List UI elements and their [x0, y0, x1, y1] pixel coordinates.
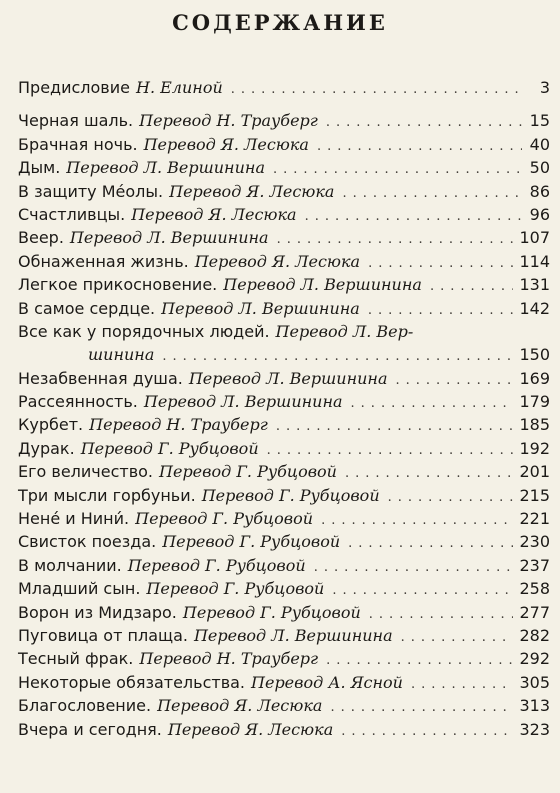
page-title: СОДЕРЖАНИЕ — [172, 10, 388, 35]
toc-entry — [18, 109, 550, 132]
entry-title: Обнаженная жизнь. — [18, 251, 189, 271]
toc-entry — [18, 297, 550, 320]
entry-translator-cont: шинина — [88, 345, 155, 365]
entry-title: Незабвенная душа. — [18, 368, 183, 388]
leader-dots — [401, 626, 514, 649]
entry-title: Тесный фрак. — [18, 649, 134, 669]
entry-title: Его величество. — [18, 462, 154, 482]
entry-translator: Перевод Я. Лесюка — [169, 181, 335, 201]
entry-translator: Перевод Л. Вершинина — [193, 625, 393, 645]
entry-translator: Перевод Я. Лесюка — [143, 134, 309, 154]
toc-entry — [18, 273, 550, 296]
entry-page: 292 — [519, 649, 550, 669]
entry-page: 237 — [519, 555, 550, 575]
entry-page: 282 — [519, 625, 550, 645]
toc-entry — [18, 577, 550, 600]
entry-page: 107 — [519, 228, 550, 248]
leader-dots — [330, 696, 513, 719]
leader-dots — [314, 556, 514, 579]
leader-dots — [332, 579, 513, 602]
leader-dots — [277, 228, 514, 251]
leader-dots — [162, 345, 513, 368]
entry-translator: Перевод Г. Рубцовой — [182, 602, 361, 622]
toc-entry — [18, 694, 550, 717]
toc-entry — [18, 156, 550, 179]
leader-dots — [348, 532, 513, 555]
entry-translator: Перевод Л. Вершинина — [223, 275, 422, 295]
leader-dots — [345, 462, 514, 485]
entry-page: 230 — [519, 532, 550, 552]
entry-title: В защиту Мéолы. — [18, 181, 164, 201]
entry-page: 142 — [519, 298, 550, 318]
entry-translator: Перевод Г. Рубцовой — [201, 485, 380, 505]
entry-title: Дурак. — [18, 438, 75, 458]
entry-page: 3 — [539, 78, 550, 97]
entry-page: 86 — [529, 181, 550, 201]
toc-entry — [18, 601, 550, 624]
leader-dots — [388, 486, 514, 509]
entry-page: 323 — [519, 719, 550, 739]
entry-title: Курбет. — [18, 415, 84, 435]
entry-title: Свисток поезда. — [18, 532, 157, 552]
entry-translator: Перевод Л. Вершинина — [66, 158, 265, 178]
entry-translator: Перевод Л. Вершинина — [69, 228, 269, 248]
entry-title: В самое сердце. — [18, 298, 156, 318]
toc-entry — [18, 671, 550, 694]
leader-dots — [351, 392, 514, 415]
entry-page: 277 — [519, 602, 550, 622]
entry-title: Все как у порядочных людей. — [18, 321, 270, 341]
toc-entry — [18, 437, 550, 460]
entry-title: Рассеянность. — [18, 392, 138, 412]
leader-dots — [411, 673, 513, 696]
leader-dots — [341, 720, 513, 743]
toc-entry — [18, 320, 550, 343]
toc-entry — [18, 413, 550, 436]
entry-title: Благословение. — [18, 696, 152, 716]
toc-entry — [18, 718, 550, 741]
leader-dots — [321, 509, 513, 532]
leader-dots — [396, 369, 514, 392]
entry-page: 96 — [529, 204, 550, 224]
entry-title: Дым. — [18, 158, 61, 178]
entry-translator: Перевод Я. Лесюка — [131, 204, 297, 224]
entry-translator: Перевод Г. Рубцовой — [162, 532, 341, 552]
entry-translator: Перевод Н. Трауберг — [139, 649, 319, 669]
entry-translator: Перевод Л. Вершинина — [161, 298, 360, 318]
entry-translator: Перевод Я. Лесюка — [167, 719, 334, 739]
entry-title: Счастливцы. — [18, 204, 126, 224]
toc-entry — [18, 133, 550, 156]
leader-dots — [326, 649, 513, 672]
entry-page: 131 — [519, 275, 550, 295]
entry-page: 40 — [529, 134, 550, 154]
toc-entry — [18, 647, 550, 670]
entry-page: 192 — [519, 438, 550, 458]
entry-title: Веер. — [18, 228, 64, 248]
table-of-contents — [18, 76, 550, 741]
toc-entry — [18, 367, 550, 390]
entry-page: 15 — [529, 111, 550, 131]
leader-dots — [326, 111, 522, 134]
toc-entry — [18, 484, 550, 507]
entry-title: Легкое прикосновение. — [18, 275, 218, 295]
entry-page: 305 — [519, 672, 550, 692]
entry-translator: Перевод Г. Рубцовой — [135, 509, 314, 529]
entry-page: 50 — [529, 158, 550, 178]
entry-title: Пуговица от плаща. — [18, 625, 188, 645]
entry-translator: Перевод Г. Рубцовой — [80, 438, 259, 458]
entry-page: 221 — [519, 509, 550, 529]
entry-translator: Перевод А. Ясной — [251, 672, 403, 692]
entry-page: 114 — [519, 251, 550, 271]
entry-title: Предисловие — [18, 78, 130, 97]
entry-translator: Перевод Г. Рубцовой — [159, 462, 337, 482]
toc-entry — [18, 203, 550, 226]
entry-title: Нене́ и Нини́. — [18, 509, 130, 529]
entry-translator: Н. Елиной — [135, 78, 223, 97]
entry-page: 185 — [519, 415, 550, 435]
entry-translator: Перевод Л. Вершинина — [143, 392, 343, 412]
leader-dots — [276, 415, 514, 438]
toc-entry — [18, 76, 550, 99]
toc-entry — [18, 460, 550, 483]
entry-title: Младший сын. — [18, 579, 141, 599]
toc-entry — [18, 250, 550, 273]
entry-page: 179 — [519, 392, 550, 412]
entry-title: Брачная ночь. — [18, 134, 138, 154]
toc-entry — [18, 507, 550, 530]
entry-title: Черная шаль. — [18, 111, 134, 131]
entry-translator: Перевод Г. Рубцовой — [127, 555, 306, 575]
leader-dots — [267, 439, 514, 462]
entry-translator: Перевод Н. Трауберг — [139, 111, 318, 131]
leader-dots — [273, 158, 522, 181]
entry-page: 258 — [519, 579, 550, 599]
leader-dots — [430, 275, 514, 298]
toc-entry — [18, 180, 550, 203]
toc-entry-continuation — [18, 343, 550, 366]
entry-translator: Перевод Л. Вер- — [275, 321, 414, 341]
toc-entry — [18, 554, 550, 577]
entry-translator: Перевод Я. Лесюка — [157, 696, 323, 716]
leader-dots — [317, 135, 522, 158]
entry-title: Вчера и сегодня. — [18, 719, 162, 739]
toc-entry — [18, 624, 550, 647]
entry-title: Три мысли горбуньи. — [18, 485, 196, 505]
entry-translator: Перевод Н. Трауберг — [89, 415, 268, 435]
leader-dots — [342, 182, 522, 205]
entry-translator: Перевод Г. Рубцовой — [146, 579, 325, 599]
entry-translator: Перевод Л. Вершинина — [188, 368, 388, 388]
entry-title: Ворон из Мидзаро. — [18, 602, 177, 622]
entry-translator: Перевод Я. Лесюка — [194, 251, 361, 271]
leader-dots — [369, 603, 514, 626]
entry-title: Некоторые обязательства. — [18, 672, 246, 692]
entry-title: В молчании. — [18, 555, 122, 575]
leader-dots — [305, 205, 522, 228]
entry-page: 201 — [519, 462, 550, 482]
leader-dots — [231, 78, 522, 101]
leader-dots — [368, 252, 513, 275]
toc-entry — [18, 530, 550, 553]
toc-entry — [18, 226, 550, 249]
entry-page: 169 — [519, 368, 550, 388]
toc-entry — [18, 390, 550, 413]
entry-page: 150 — [519, 345, 550, 365]
leader-dots — [368, 299, 514, 322]
entry-page: 313 — [519, 696, 550, 716]
entry-page: 215 — [519, 485, 550, 505]
